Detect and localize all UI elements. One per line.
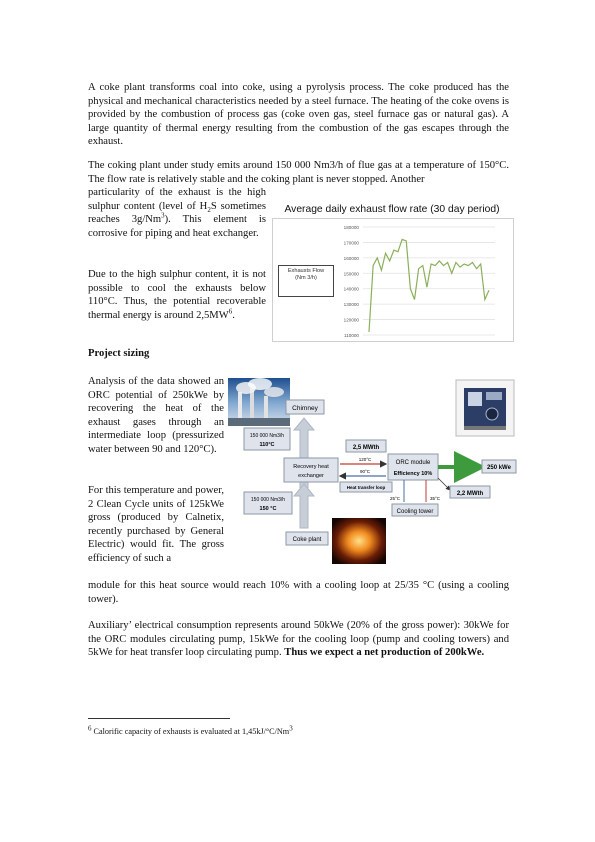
coking-plant-paragraph: The coking plant under study emits around 150 000 Nm3/h of flue gas at a temperature of 150°C. The flow rate is relatively stable and the coking plant is never stopped. Another <box>88 160 509 185</box>
rejected-arrow <box>438 478 450 490</box>
footnote: $^6$ Calorific capacity of exhausts is evaluated at 1,45kJ/°C/Nm$^3$ <box>88 724 293 736</box>
y-tick-label: 160000 <box>343 255 359 261</box>
flow-top-value: 150 000 Nm3/h <box>249 433 285 439</box>
clean-cycle-paragraph: For this temperature and power, 2 Clean Cycle units of 125kWe gross (produced by Calnetix, recently purchased by General Electric) would fit. The gross efficiency of such a <box>88 485 224 564</box>
recovery-label-1: Recovery heat <box>293 464 329 470</box>
orc-potential-paragraph: Analysis of the data showed an ORC potential of 250kWe by recovering the heat of the exhaust gases through an intermediate loop (pressurized water between 90 and 120°C). <box>88 376 224 455</box>
exhaust-up-arrow-bottom <box>294 484 314 528</box>
loop-label: Heat transfer loop <box>346 485 386 490</box>
legend-line-2: (Nm 3/h) <box>295 275 317 281</box>
y-tick-label: 120000 <box>343 317 359 323</box>
chart-plot <box>273 219 513 341</box>
auxiliary-paragraph: Auxiliary’ electrical consumption represents around 50kWe (20% of the gross power): 30kWe for the ORC modules circulating pump, 15kWe for the cooling loop (pump and cooling towers) and 5kWe for heat transfer loop circulating pump. Thus we expect a net production of 200kWe. <box>88 620 509 659</box>
intro-paragraph: A coke plant transforms coal into coke, using a pyrolysis process. The coke produced has the physical and mechanical characteristics needed by a steel furnace. The heating of the coke ovens is provided by the combustion of process gas (coke oven gas, steel furnace gas or natural gas). A large quantity of thermal energy resulting from the combustion of the gas escapes through the exhaust. <box>88 82 509 148</box>
cool-temp-b: 35°C <box>430 496 441 501</box>
y-tick-label: 110000 <box>344 333 359 338</box>
cooling-tower-label: Cooling tower <box>396 509 434 515</box>
flow-bottom-value: 150 000 Nm3/h <box>250 497 286 503</box>
efficiency-label: Efficiency 10% <box>393 471 433 477</box>
hot-temp-label: 120°C <box>358 457 372 462</box>
footnote-rule <box>88 718 230 719</box>
coke-plant-photo <box>332 518 386 564</box>
y-tick-label: 170000 <box>343 240 359 246</box>
sulphur-paragraph: particularity of the exhaust is the high sulphur content (level of $H_2S$ sometimes reaches 3g/Nm$^3$). This element is corrosive for piping and heat exchanger. <box>88 187 266 239</box>
y-tick-label: 140000 <box>343 286 359 292</box>
cold-temp-label: 90°C <box>359 469 371 474</box>
y-tick-label: 180000 <box>343 225 359 230</box>
legend-line-1: Exhausts Flow <box>287 268 325 274</box>
flow-bottom-temp: 150 °C <box>259 506 277 512</box>
y-tick-label: 130000 <box>343 302 359 308</box>
chimney-photo <box>228 378 290 426</box>
cool-temp-a: 25°C <box>389 496 400 501</box>
y-tick-label: 150000 <box>343 271 359 277</box>
coke-plant-label: Coke plant <box>292 537 322 543</box>
orc-process-diagram <box>228 378 518 568</box>
flow-top-temp: 110°C <box>259 442 275 448</box>
power-in-value: 2,5 MWth <box>352 445 380 451</box>
orc-label: ORC module <box>395 460 431 466</box>
flow-series-line <box>369 239 489 332</box>
recovery-label-2: exchanger <box>298 473 324 479</box>
orc-module-photo <box>456 380 514 436</box>
output-value: 250 kWe <box>487 465 511 471</box>
clean-cycle-paragraph-rest: module for this heat source would reach 10% with a cooling loop at 25/35 °C (using a cooling tower). <box>88 580 509 605</box>
rejected-value: 2,2 MWth <box>456 491 484 497</box>
thermal-energy-paragraph: Due to the high sulphur content, it is not possible to cool the exhausts below 110°C. Thus, the potential recoverable thermal energy is around $2,5MW^6$. <box>88 269 266 321</box>
flow-rate-chart <box>272 218 514 342</box>
chimney-label: Chimney <box>292 405 318 412</box>
section-heading: Project sizing <box>88 348 150 359</box>
chart-title: Average daily exhaust flow rate (30 day period) <box>284 204 500 215</box>
